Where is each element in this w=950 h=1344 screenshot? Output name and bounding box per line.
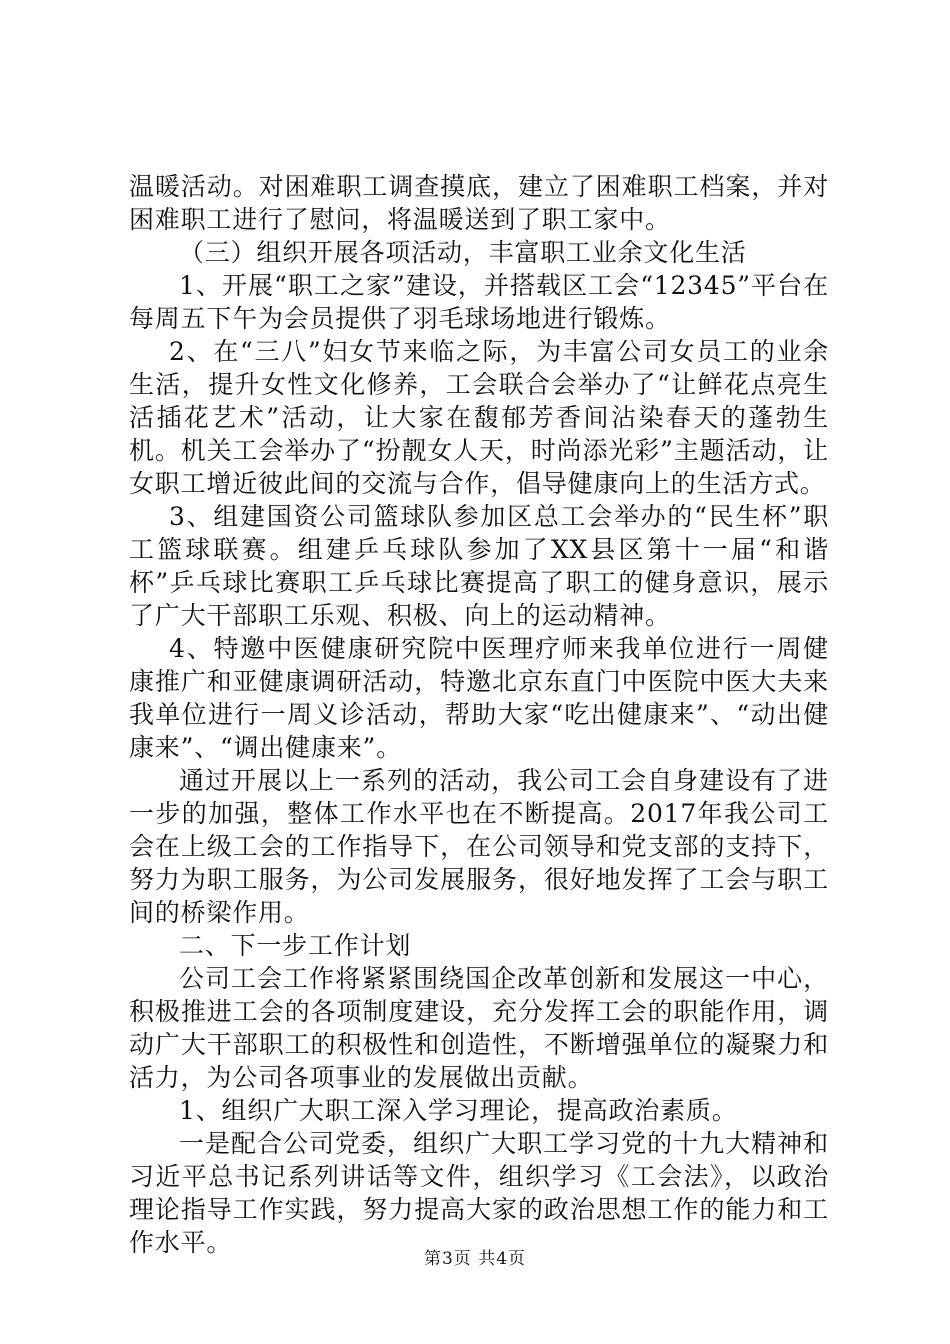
document-body — [129, 170, 829, 1259]
paragraph-continued: 温暖活动。对困难职工调查摸底，建立了困难职工档案，并对困难职工进行了慰问，将温暖送到了职工家中。 — [129, 172, 829, 234]
list-item-4: 4、特邀中医健康研究院中医理疗师来我单位进行一周健康推广和亚健康调研活动，特邀北京东直门中医院中医大夫来我单位进行一周义诊活动，帮助大家“吃出健康来”、“动出健康来”、“调出健康来”。 — [129, 634, 829, 762]
summary-paragraph: 通过开展以上一系列的活动，我公司工会自身建设有了进一步的加强，整体工作水平也在不断提高。2017年我公司工会在上级工会的工作指导下，在公司领导和党支部的支持下，努力为职工服务，为公司发展服务，很好地发挥了工会与职工间的桥梁作用。 — [129, 766, 829, 927]
section-heading-3: （三）组织开展各项活动，丰富职工业余文化生活 — [179, 238, 747, 267]
plan-intro-paragraph: 公司工会工作将紧紧围绕国企改革创新和发展这一中心，积极推进工会的各项制度建设，充分发挥工会的职能作用，调动广大干部职工的积极性和创造性，不断增强单位的凝聚力和活力，为公司各项事业的发展做出贡献。 — [129, 964, 829, 1092]
list-item-2: 2、在“三八”妇女节来临之际，为丰富公司女员工的业余生活，提升女性文化修养，工会联合会举办了“让鲜花点亮生活插花艺术”活动，让大家在馥郁芳香间沾染春天的蓬勃生机。机关工会举办了“扮靓女人天，时尚添光彩”主题活动，让女职工增近彼此间的交流与合作，倡导健康向上的生活方式。 — [129, 337, 829, 498]
plan-item-1: 1、组织广大职工深入学习理论，提高政治素质。 — [179, 1096, 738, 1125]
list-item-3: 3、组建国资公司篮球队参加区总工会举办的“民生杯”职工篮球联赛。组建乒乓球队参加了XX县区第十一届“和谐杯”乒乓球比赛职工乒乓球比赛提高了职工的健身意识，展示了广大干部职工乐观、积极、向上的运动精神。 — [129, 502, 829, 630]
section-heading-next-plan: 二、下一步工作计划 — [179, 931, 412, 960]
page-number-footer: 第3页 共4页 — [423, 1249, 527, 1269]
plan-item-1-detail: 一是配合公司党委，组织广大职工学习党的十九大精神和习近平总书记系列讲话等文件，组织学习《工会法》，以政治理论指导工作实践，努力提高大家的政治思想工作的能力和工作水平。 — [129, 1129, 829, 1257]
list-item-1: 1、开展“职工之家”建设，并搭载区工会“12345”平台在每周五下午为会员提供了羽毛球场地进行锻炼。 — [129, 271, 829, 333]
